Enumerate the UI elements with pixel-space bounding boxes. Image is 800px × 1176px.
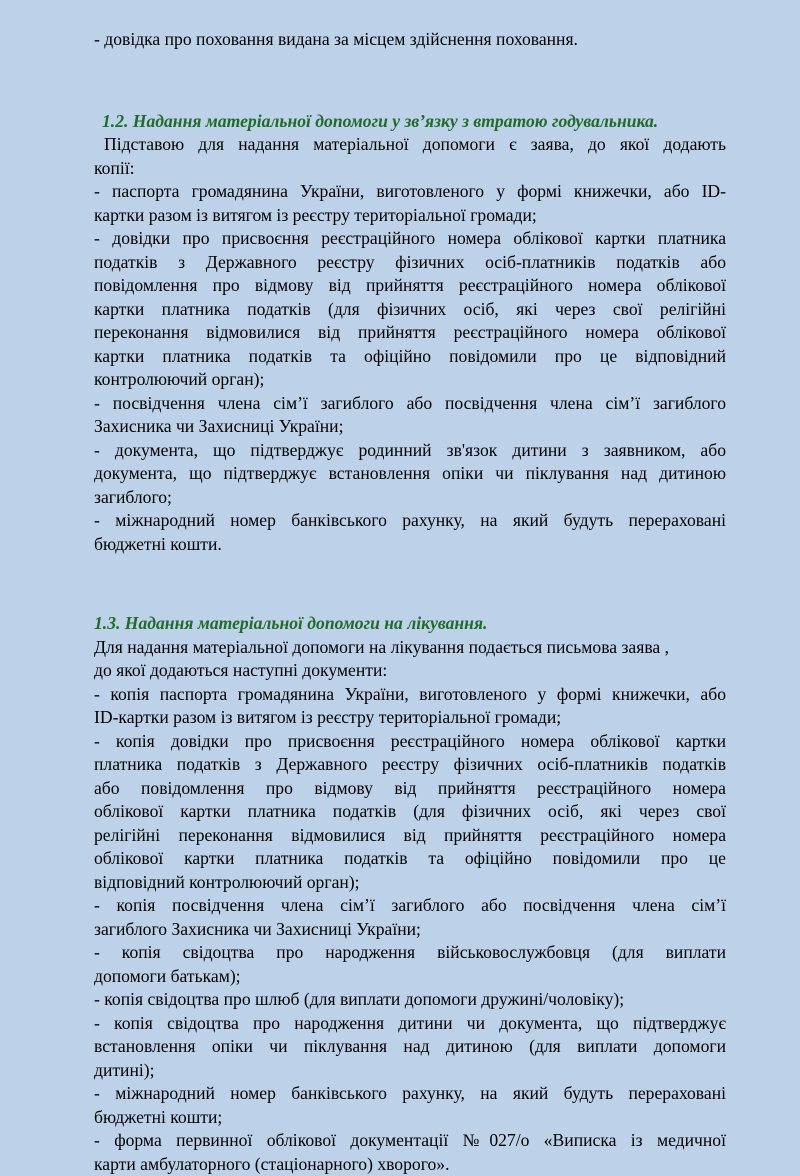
text-line: бюджетні кошти. [94, 533, 726, 557]
text-line: контролюючий орган); [94, 368, 726, 392]
text-line: - документа, що підтверджує родинний зв'язок дитини з заявником, або [94, 439, 726, 463]
text-line: повідомлення про відмову від прийняття реєстраційного номера облікової [94, 274, 726, 298]
text-line: документа, що підтверджує встановлення опіки чи піклування над дитиною [94, 462, 726, 486]
text-line: - посвідчення члена сім’ї загиблого або посвідчення члена сім’ї загиблого [94, 392, 726, 416]
text-line: облікової картки платника податків та офіційно повідомили про це [94, 847, 726, 871]
text-line: картки платника податків та офіційно повідомили про це відповідний [94, 345, 726, 369]
text-line: Захисника чи Захисниці України; [94, 415, 726, 439]
text-line: дитині); [94, 1059, 726, 1083]
text-line: податків з Державного реєстру фізичних осіб-платників податків або [94, 251, 726, 275]
text-line: загиблого; [94, 486, 726, 510]
text-line: - копія паспорта громадянина України, виготовленого у формі книжечки, або [94, 683, 726, 707]
section-1-3 [94, 612, 726, 1176]
document-page [94, 28, 726, 1176]
text-line: до якої додаються наступні документи: [94, 659, 726, 683]
text-line: платника податків з Державного реєстру фізичних осіб-платників податків [94, 753, 726, 777]
text-line: картки платника податків (для фізичних осіб, які через свої релігійні [94, 298, 726, 322]
text-line: загиблого Захисника чи Захисниці України; [94, 918, 726, 942]
text-line: встановлення опіки чи піклування над дитиною (для виплати допомоги [94, 1035, 726, 1059]
text-line: копії: [94, 157, 726, 181]
section-heading: 1.2. Надання матеріальної допомоги у зв’язку з втратою годувальника. [94, 110, 726, 134]
section-heading: 1.3. Надання матеріальної допомоги на лікування. [94, 612, 726, 636]
text-line: бюджетні кошти; [94, 1106, 726, 1130]
text-line: - копія свідоцтва про шлюб (для виплати допомоги дружині/чоловіку); [94, 988, 726, 1012]
text-line: - довідка про поховання видана за місцем здійснення поховання. [94, 28, 726, 52]
text-line: відповідний контролюючий орган); [94, 871, 726, 895]
text-line: ID-картки разом із витягом із реєстру територіальної громади; [94, 706, 726, 730]
text-line: або повідомлення про відмову від прийняття реєстраційного номера [94, 777, 726, 801]
text-line: - довідки про присвоєння реєстраційного номера облікової картки платника [94, 227, 726, 251]
text-line: Підставою для надання матеріальної допомоги є заява, до якої додають [94, 133, 726, 157]
text-line: - копія довідки про присвоєння реєстраційного номера облікової картки [94, 730, 726, 754]
text-line: - міжнародний номер банківського рахунку, на який будуть перераховані [94, 509, 726, 533]
text-line: Для надання матеріальної допомоги на лікування подається письмова заява , [94, 636, 726, 660]
text-line: - паспорта громадянина України, виготовленого у формі книжечки, або ID- [94, 180, 726, 204]
text-line: - міжнародний номер банківського рахунку, на який будуть перераховані [94, 1082, 726, 1106]
text-line: - копія свідоцтва про народження дитини чи документа, що підтверджує [94, 1012, 726, 1036]
text-line: переконання відмовилися від прийняття реєстраційного номера облікової [94, 321, 726, 345]
text-line: допомоги батькам); [94, 965, 726, 989]
text-line: облікової картки платника податків (для фізичних осіб, які через свої [94, 800, 726, 824]
intro-block [94, 28, 726, 52]
text-line: - копія посвідчення члена сім’ї загиблого або посвідчення члена сім’ї [94, 894, 726, 918]
text-line: картки разом із витягом із реєстру територіальної громади; [94, 204, 726, 228]
text-line: релігійні переконання відмовилися від прийняття реєстраційного номера [94, 824, 726, 848]
text-line: - копія свідоцтва про народження військовослужбовця (для виплати [94, 941, 726, 965]
text-line: карти амбулаторного (стаціонарного) хворого». [94, 1153, 726, 1176]
section-1-2 [94, 110, 726, 557]
text-line: - форма первинної облікової документації №027/о «Виписка із медичної [94, 1129, 726, 1153]
